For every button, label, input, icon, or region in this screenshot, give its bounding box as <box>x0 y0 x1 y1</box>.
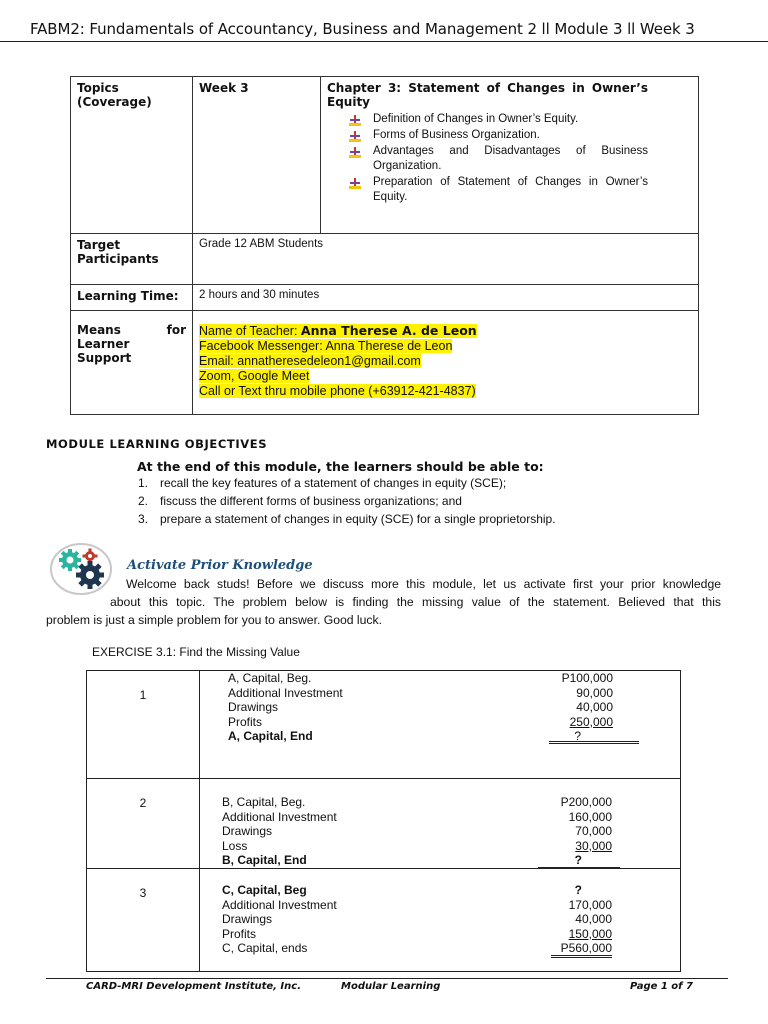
problem-row <box>222 941 680 956</box>
topic-text: Preparation of Statement of Changes in Owner’s Equity. <box>373 176 648 203</box>
problem-body <box>200 671 681 779</box>
objective-item <box>138 476 556 494</box>
problem-row <box>228 700 680 715</box>
objective-num: 3. <box>138 512 149 526</box>
row-label: Profits <box>222 926 257 941</box>
topics-cell <box>321 77 699 234</box>
support-label <box>71 311 193 415</box>
row-label: A, Capital, Beg. <box>228 671 312 685</box>
topic-item <box>327 112 648 127</box>
row-label: Additional Investment <box>228 685 343 700</box>
double-underline <box>549 731 639 744</box>
problem-number <box>87 779 200 869</box>
problem-row <box>222 927 680 942</box>
topic-item <box>327 175 648 205</box>
objective-num: 2. <box>138 494 149 508</box>
time-label: Learning Time: <box>71 285 193 311</box>
row-value-text: ? <box>574 853 582 868</box>
activate-title: Activate Prior Knowledge <box>127 558 313 573</box>
row-label: Drawings <box>228 700 279 715</box>
objectives-heading: MODULE LEARNING OBJECTIVES <box>46 437 268 451</box>
problem-body <box>200 779 681 869</box>
footer-left: CARD-MRI Development Institute, Inc. <box>86 981 301 992</box>
row-label: Additional Investment <box>222 897 337 912</box>
row-value <box>492 941 612 956</box>
bullet-icon <box>349 130 361 142</box>
support-label-text: Means for Learner Support <box>77 323 186 365</box>
row-value-text: P560,000 <box>551 941 612 958</box>
phone-line: Call or Text thru mobile phone (+63912-421-4837) <box>199 384 476 398</box>
problem-number-text: 1 <box>139 688 147 702</box>
row-value <box>492 839 612 854</box>
topic-text: Definition of Changes in Owner’s Equity. <box>373 113 579 125</box>
exercise-table <box>86 670 681 972</box>
objective-text: recall the key features of a statement of changes in equity (SCE); <box>160 476 507 490</box>
topic-item <box>327 144 648 174</box>
problem-number <box>87 868 200 971</box>
problem-row <box>222 912 680 927</box>
row-value: P200,000 <box>560 795 612 809</box>
support-cell <box>193 311 699 415</box>
row-value-text: 150,000 <box>568 926 612 941</box>
row-label: Loss <box>222 838 248 853</box>
bullet-icon <box>349 146 361 158</box>
objective-item <box>138 494 556 512</box>
objectives-intro: At the end of this module, the learners should be able to: <box>137 459 544 474</box>
row-label: Drawings <box>222 912 273 927</box>
row-value <box>498 729 613 744</box>
problem-row <box>228 686 680 701</box>
row-value: 70,000 <box>575 824 612 839</box>
row-value-text: ? <box>574 882 582 897</box>
problem-row <box>228 671 680 686</box>
problem-row <box>222 898 680 913</box>
bullet-icon <box>349 114 361 126</box>
page-header <box>0 0 768 42</box>
welcome-line-2: about this topic. The problem below is finding the missing value of the statement. Believed that this <box>110 595 721 609</box>
welcome-paragraph <box>46 575 721 629</box>
problem-row <box>222 883 680 898</box>
footer-right: Page 1 of 7 <box>630 981 693 992</box>
objective-item <box>138 512 556 530</box>
welcome-line-3: problem is just a simple problem for you to answer. Good luck. <box>46 613 382 627</box>
topic-text: Advantages and Disadvantages of Business Organization. <box>373 145 648 172</box>
row-label: Additional Investment <box>222 809 337 824</box>
row-value-text: 250,000 <box>569 714 613 729</box>
problem-number-text: 3 <box>139 885 147 900</box>
topic-item <box>327 128 648 143</box>
row-value <box>492 883 612 898</box>
problem-row <box>222 853 680 868</box>
objective-num: 1. <box>138 476 149 490</box>
topic-text: Forms of Business Organization. <box>373 129 540 141</box>
time-value: 2 hours and 30 minutes <box>193 285 699 311</box>
problem-row <box>222 810 680 825</box>
problem-row <box>228 729 680 744</box>
row-label: B, Capital, Beg. <box>222 795 306 809</box>
row-label: C, Capital, ends <box>222 941 308 956</box>
row-label: C, Capital, Beg <box>222 882 307 897</box>
header-title: FABM2: Fundamentals of Accountancy, Business and Management 2 ll Module 3 ll Week 3 <box>30 20 695 38</box>
problem-row <box>222 795 680 810</box>
facebook-line: Facebook Messenger: Anna Therese de Leon <box>199 339 453 353</box>
row-value <box>492 853 612 868</box>
problem-row <box>222 824 680 839</box>
footer-center: Modular Learning <box>341 981 441 992</box>
row-value-text: 30,000 <box>575 838 612 853</box>
problem-row <box>228 715 680 730</box>
problem-row <box>222 839 680 854</box>
problem-number <box>87 671 200 779</box>
topics-label: Topics (Coverage) <box>71 77 193 234</box>
footer-divider <box>46 978 728 979</box>
row-value: 90,000 <box>576 685 613 700</box>
platforms-line: Zoom, Google Meet <box>199 369 310 383</box>
teacher-line <box>199 324 477 338</box>
exercise-title: EXERCISE 3.1: Find the Missing Value <box>92 645 300 659</box>
bullet-icon <box>349 177 361 189</box>
row-value: 40,000 <box>575 912 612 927</box>
row-value <box>492 927 612 942</box>
welcome-line-1: Welcome back studs! Before we discuss more this module, let us activate first your prior knowledge <box>126 577 721 591</box>
email-line: Email: annatheresedeleon1@gmail.com <box>199 354 421 368</box>
row-label: B, Capital, End <box>222 853 307 868</box>
row-value: P100,000 <box>561 671 613 685</box>
row-value: 170,000 <box>568 897 612 912</box>
row-label: Profits <box>228 714 263 729</box>
problem-body <box>200 868 681 971</box>
objective-text: fiscuss the different forms of business organizations; and <box>160 494 462 508</box>
row-label: A, Capital, End <box>228 729 313 744</box>
teacher-prefix: Name of Teacher: <box>199 324 301 338</box>
target-value: Grade 12 ABM Students <box>193 234 699 285</box>
objective-text: prepare a statement of changes in equity (SCE) for a single proprietorship. <box>160 512 556 526</box>
objectives-list <box>138 476 556 530</box>
row-value <box>498 715 613 730</box>
row-value-text: ? <box>574 729 581 744</box>
problem-number-text: 2 <box>139 796 147 810</box>
chapter-title: Chapter 3: Statement of Changes in Owner’s Equity <box>327 81 648 109</box>
row-value: 40,000 <box>576 700 613 715</box>
target-label: Target Participants <box>71 234 193 285</box>
row-label: Drawings <box>222 824 273 839</box>
teacher-name: Anna Therese A. de Leon <box>300 323 477 338</box>
module-info-table <box>70 76 699 415</box>
week-cell: Week 3 <box>193 77 321 234</box>
row-value: 160,000 <box>568 809 612 824</box>
topics-list <box>327 112 648 205</box>
